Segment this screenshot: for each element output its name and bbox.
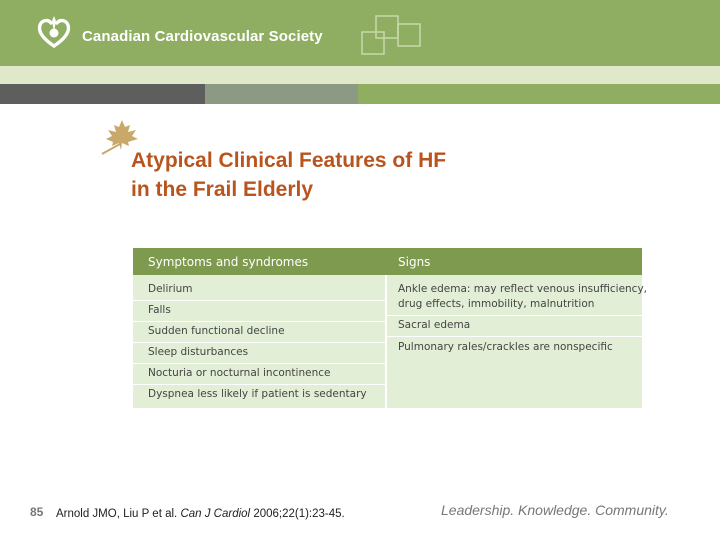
- symptom-cell: Dyspnea less likely if patient is sedentary: [148, 388, 367, 400]
- org-name: Canadian Cardiovascular Society: [82, 28, 323, 45]
- symptom-cell: Falls: [148, 304, 171, 316]
- decorative-squares: [358, 14, 424, 58]
- table-header-row: [133, 248, 642, 275]
- symptom-cell: Sleep disturbances: [148, 346, 249, 358]
- header-stripe-dark: [0, 84, 205, 104]
- symptom-cell: Nocturia or nocturnal incontinence: [148, 367, 331, 379]
- row-divider: [387, 336, 642, 337]
- sign-cell: Ankle edema: may reflect venous insufficiency,: [398, 283, 648, 295]
- citation-journal: Can J Cardiol: [180, 508, 251, 520]
- row-divider: [133, 321, 385, 322]
- row-divider: [133, 342, 385, 343]
- sign-cell: Pulmonary rales/crackles are nonspecific: [398, 341, 613, 353]
- sign-cell: Sacral edema: [398, 319, 471, 331]
- sign-cell: drug effects, immobility, malnutrition: [398, 298, 595, 310]
- symptom-cell: Delirium: [148, 283, 193, 295]
- slide-title-line-2: in the Frail Elderly: [131, 178, 314, 201]
- slide-number: 85: [30, 505, 44, 519]
- slide-title: [131, 146, 446, 204]
- symptom-cell: Sudden functional decline: [148, 325, 285, 337]
- row-divider: [133, 300, 385, 301]
- table-header-signs: Signs: [398, 255, 431, 269]
- citation: [56, 508, 345, 520]
- column-divider: [385, 275, 387, 408]
- row-divider: [387, 315, 642, 316]
- features-table: [133, 248, 648, 408]
- header-stripe-grey: [205, 84, 358, 104]
- citation-authors: Arnold JMO, Liu P et al.: [56, 508, 178, 520]
- footer-tagline: Leadership. Knowledge. Community.: [441, 502, 669, 518]
- row-divider: [133, 363, 385, 364]
- citation-details: 2006;22(1):23-45.: [253, 508, 345, 520]
- header-stripe-light: [0, 66, 720, 84]
- header-stripe-green: [358, 84, 720, 104]
- slide-title-line-1: Atypical Clinical Features of HF: [131, 149, 447, 172]
- row-divider: [133, 384, 385, 385]
- ccs-logo-icon: [34, 12, 74, 52]
- header-bar: [0, 0, 720, 66]
- table-header-symptoms: Symptoms and syndromes: [148, 255, 309, 269]
